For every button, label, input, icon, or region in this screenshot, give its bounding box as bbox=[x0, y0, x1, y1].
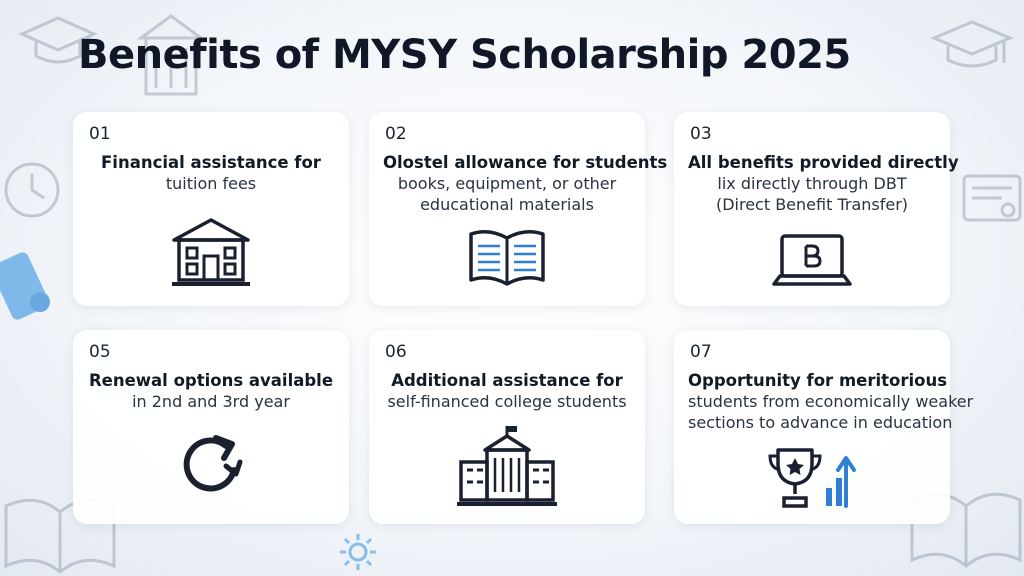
laptop-icon bbox=[770, 232, 854, 292]
benefit-card-03 bbox=[674, 112, 959, 306]
card-number: 02 bbox=[385, 124, 407, 144]
card-description: in 2nd and 3rd year bbox=[132, 392, 290, 411]
college-building-icon bbox=[455, 424, 559, 508]
card-description: students from economically weaker bbox=[688, 392, 974, 411]
clock-icon bbox=[0, 158, 64, 222]
bank-building-icon bbox=[170, 216, 252, 288]
card-description: sections to advance in education bbox=[688, 413, 953, 432]
lightbulb-icon bbox=[336, 530, 380, 574]
card-description: tuition fees bbox=[165, 174, 257, 193]
card-description: lix directly through DBT bbox=[717, 174, 907, 193]
card-number: 05 bbox=[89, 342, 111, 362]
certificate-icon bbox=[960, 170, 1024, 230]
trophy-growth-icon bbox=[764, 446, 860, 510]
benefit-card-02 bbox=[369, 112, 668, 306]
graduation-cap-icon bbox=[930, 14, 1014, 78]
card-heading: Opportunity for meritorious bbox=[688, 371, 948, 390]
benefit-card-05 bbox=[73, 330, 349, 524]
card-description: educational materials bbox=[420, 195, 594, 214]
card-number: 06 bbox=[385, 342, 407, 362]
card-number: 03 bbox=[690, 124, 712, 144]
card-number: 01 bbox=[89, 124, 111, 144]
benefit-card-07 bbox=[674, 330, 974, 524]
benefit-card-06 bbox=[369, 330, 645, 524]
scroll-diploma-icon bbox=[0, 246, 56, 326]
benefit-card-01 bbox=[73, 112, 349, 306]
card-description: self-financed college students bbox=[387, 392, 627, 411]
card-description: books, equipment, or other bbox=[397, 174, 617, 193]
card-heading: Olostel allowance for students bbox=[383, 153, 668, 172]
page-title: Benefits of MYSY Scholarship 2025 bbox=[78, 32, 851, 78]
open-book-icon bbox=[467, 226, 547, 288]
card-description: (Direct Benefit Transfer) bbox=[715, 195, 909, 214]
card-heading: Additional assistance for bbox=[391, 371, 623, 390]
card-number: 07 bbox=[690, 342, 712, 362]
renew-arrow-icon bbox=[176, 432, 246, 498]
card-heading: All benefits provided directly bbox=[688, 153, 959, 172]
card-heading: Renewal options available bbox=[88, 371, 334, 390]
card-heading: Financial assistance for bbox=[101, 153, 321, 172]
